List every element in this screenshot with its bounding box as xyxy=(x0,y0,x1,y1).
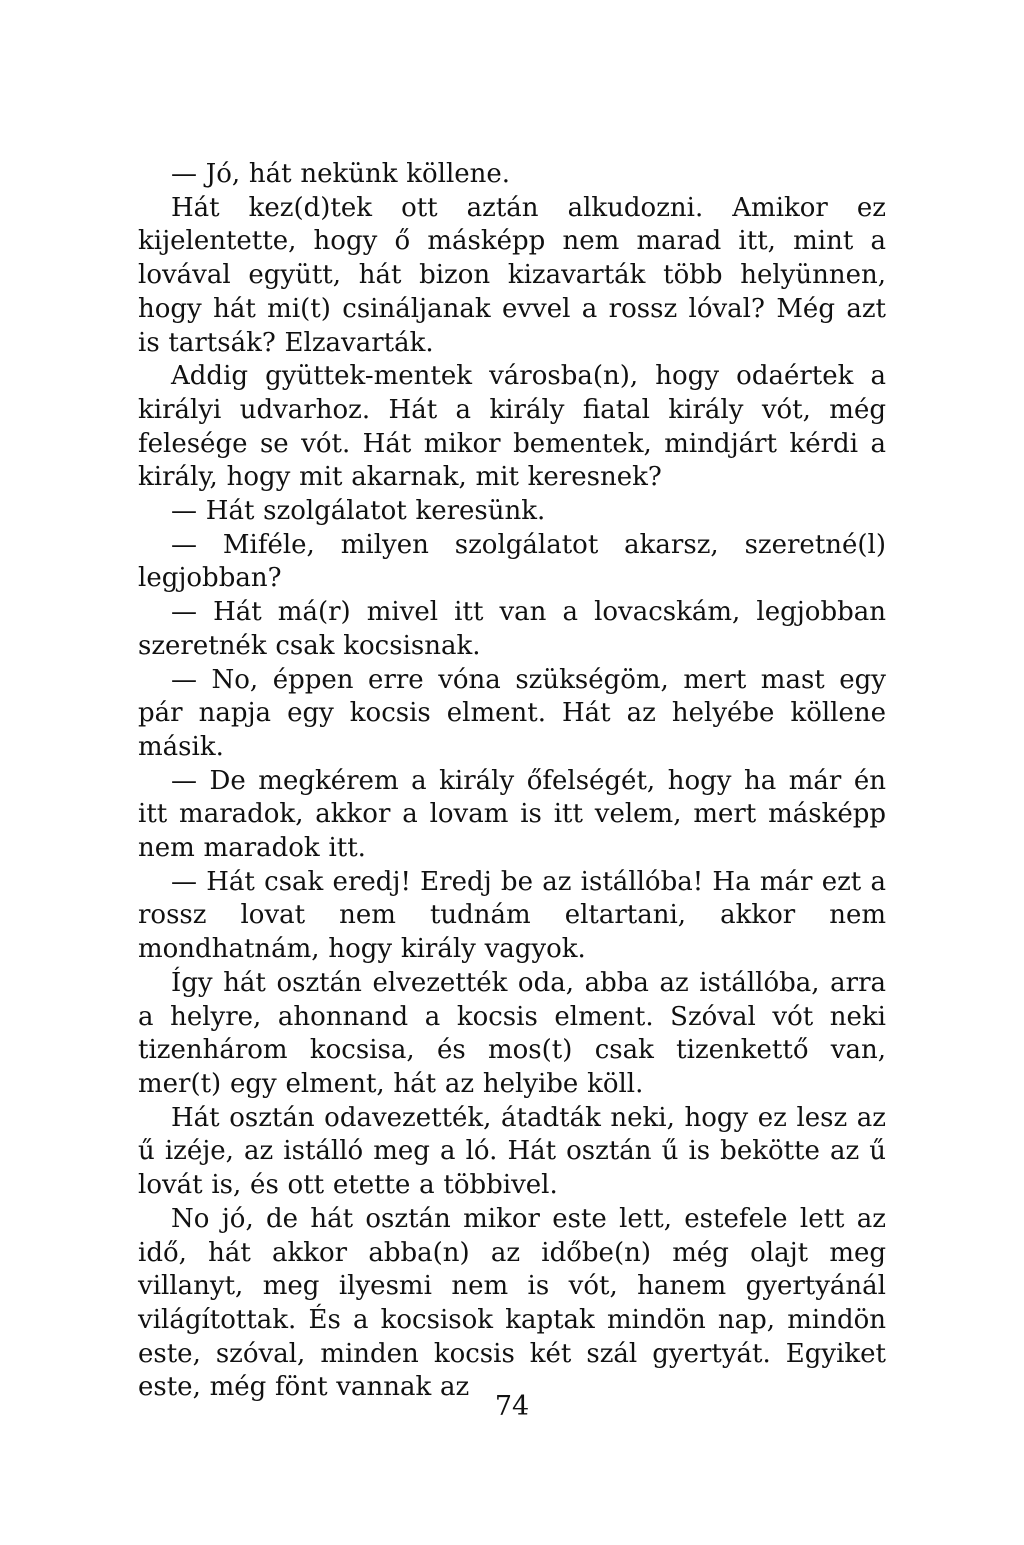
paragraph-3: Addig gyüttek-mentek városba(n), hogy odaértek a királyi udvarhoz. Hát a király fiatal király vót, még felesége se vót. Hát mikor bementek, mindjárt kérdi a király, hogy mit akarnak, mit keresnek? xyxy=(138,361,886,493)
paragraph-8: — De megkérem a király őfelségét, hogy ha már én itt maradok, akkor a lovam is itt velem, mert másképp nem maradok itt. xyxy=(138,765,886,864)
paragraph-1: — Jó, hát nekünk köllene. xyxy=(171,159,511,189)
paragraph-11: Hát osztán odavezették, átadták neki, hogy ez lesz az ű izéje, az istálló meg a ló. Hát osztán ű is bekötte az ű lovát is, és ott etette a többivel. xyxy=(138,1102,886,1201)
page-number: 74 xyxy=(494,1391,530,1422)
paragraph-10: Így hát osztán elvezették oda, abba az istállóba, arra a helyre, ahonnand a kocsis elment. Szóval vót neki tizenhárom kocsisa, és mos(t) csak tizenkettő van, mer(t) egy elment, hát az helyibe köll. xyxy=(138,967,886,1099)
paragraph-12: No jó, de hát osztán mikor este lett, estefele lett az idő, hát akkor abba(n) az időbe(n) még olajt meg villanyt, meg ilyesmi nem is vót, hanem gyertyánál világítottak. És a kocsisok kaptak mindön nap, mindön este, szóval, minden kocsis két szál gyertyát. Egyiket este, még fönt vannak az xyxy=(138,1203,886,1403)
paragraph-9: — Hát csak eredj! Eredj be az istállóba! Ha már ezt a rossz lovat nem tudnám eltartani, akkor nem mondhatnám, hogy király vagyok. xyxy=(138,866,886,965)
paragraph-2: Hát kez(d)tek ott aztán alkudozni. Amikor ez kijelentette, hogy ő másképp nem marad itt, mint a lovával együtt, hát bizon kizavarták több helyünnen, hogy hát mi(t) csináljanak evvel a rossz lóval? Még azt is tartsák? Elzavarták. xyxy=(138,192,886,358)
body-text xyxy=(138,158,886,1405)
paragraph-7: — No, éppen erre vóna szükségöm, mert mast egy pár napja egy kocsis elment. Hát az helyébe köllene másik. xyxy=(138,664,886,762)
paragraph-5: — Miféle, milyen szolgálatot akarsz, szeretné(l) legjobban? xyxy=(138,529,886,594)
paragraph-6: — Hát má(r) mivel itt van a lovacskám, legjobban szeretnék csak kocsisnak. xyxy=(138,597,886,661)
paragraph-4: — Hát szolgálatot keresünk. xyxy=(171,496,546,527)
